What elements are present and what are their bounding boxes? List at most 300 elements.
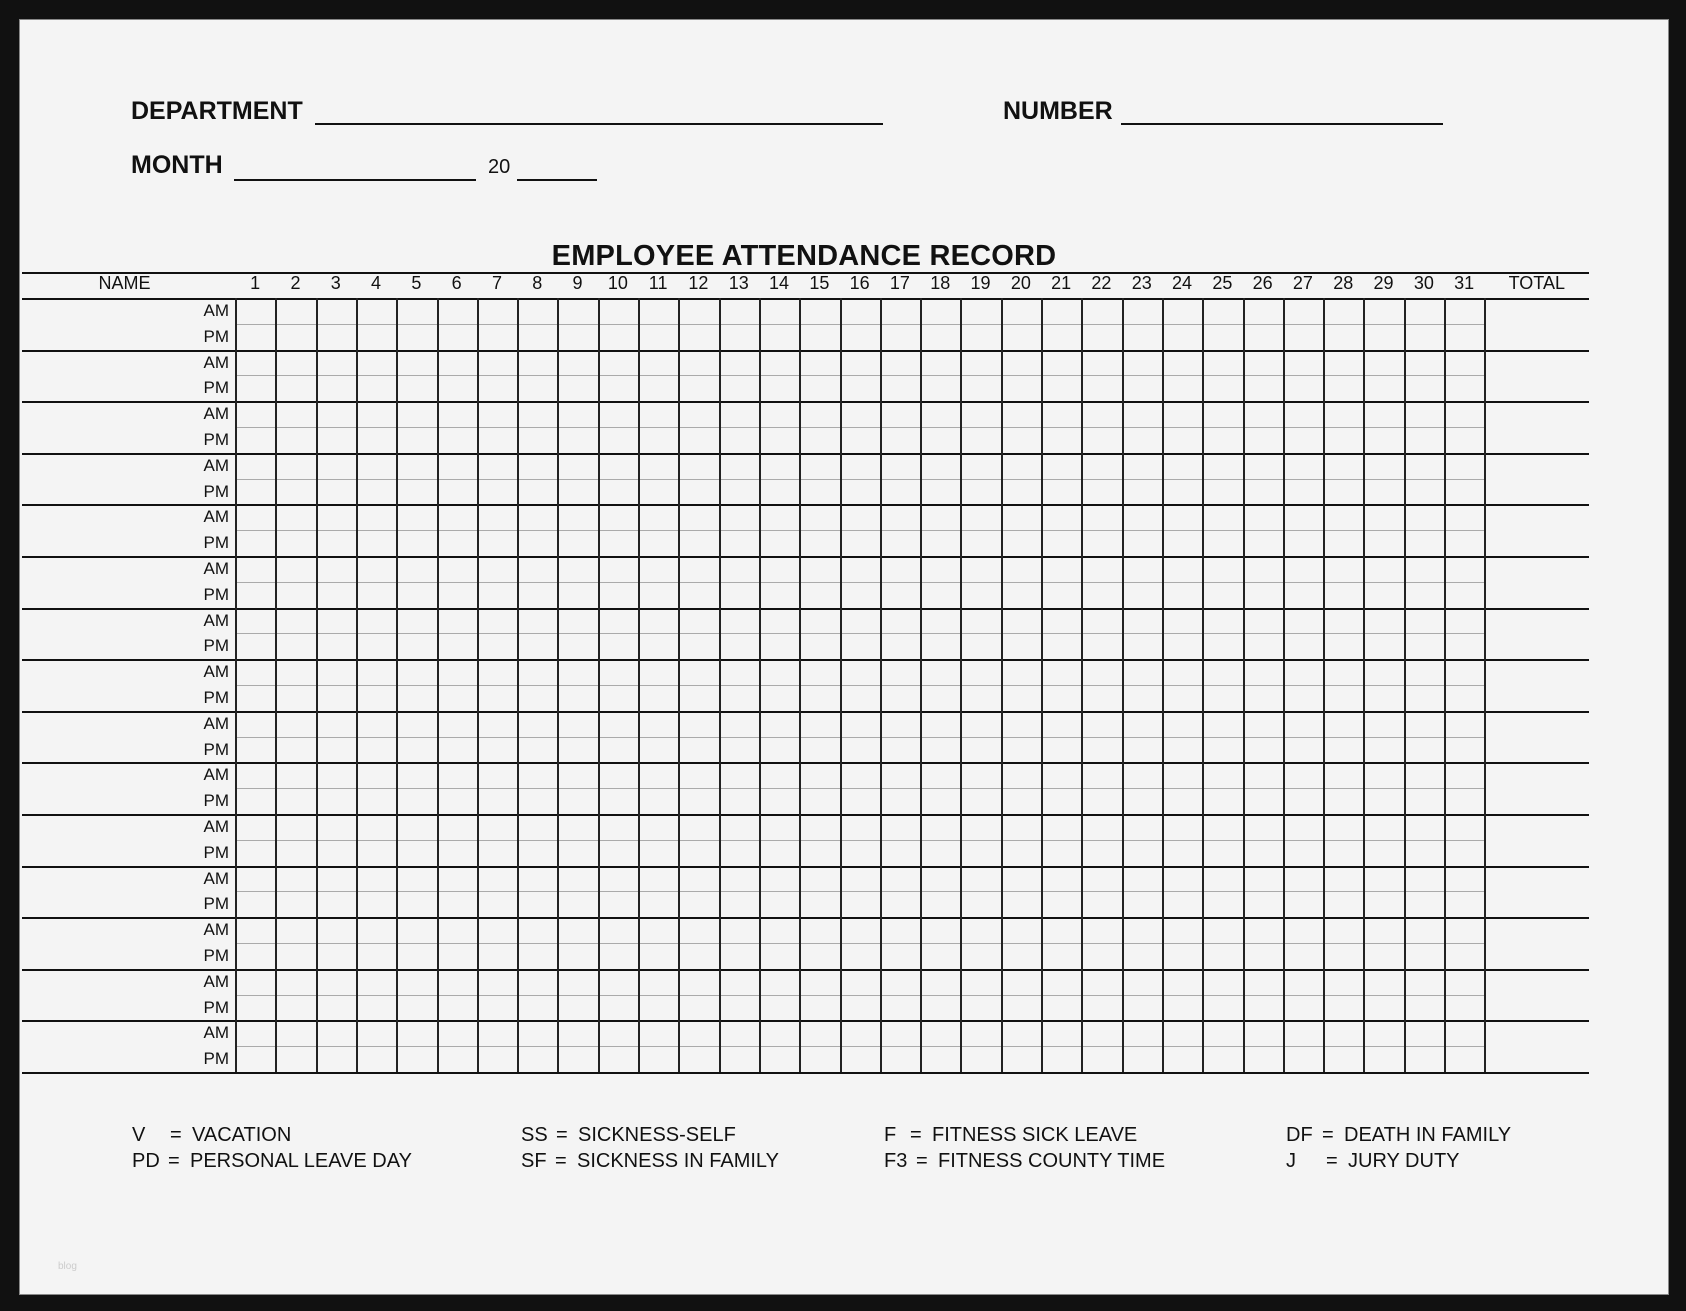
am-day-cell[interactable]	[759, 917, 799, 943]
pm-day-cell[interactable]	[759, 995, 799, 1021]
pm-day-cell[interactable]	[1323, 582, 1363, 608]
am-day-cell[interactable]	[1283, 298, 1323, 324]
am-day-cell[interactable]	[638, 350, 678, 376]
pm-day-cell[interactable]	[275, 685, 315, 711]
pm-day-cell[interactable]	[638, 737, 678, 763]
am-day-cell[interactable]	[1081, 453, 1121, 479]
pm-day-cell[interactable]	[1081, 582, 1121, 608]
pm-day-cell[interactable]	[557, 375, 597, 401]
pm-day-cell[interactable]	[477, 324, 517, 350]
pm-day-cell[interactable]	[1363, 737, 1403, 763]
am-day-cell[interactable]	[1283, 866, 1323, 892]
pm-day-cell[interactable]	[1202, 479, 1242, 505]
pm-day-cell[interactable]	[920, 788, 960, 814]
am-day-cell[interactable]	[1202, 1020, 1242, 1046]
pm-day-cell[interactable]	[759, 685, 799, 711]
pm-day-cell[interactable]	[235, 788, 275, 814]
am-day-cell[interactable]	[719, 917, 759, 943]
pm-day-cell[interactable]	[719, 427, 759, 453]
pm-day-cell[interactable]	[275, 1046, 315, 1072]
pm-day-cell[interactable]	[799, 530, 839, 556]
pm-day-cell[interactable]	[920, 995, 960, 1021]
pm-day-cell[interactable]	[235, 995, 275, 1021]
am-day-cell[interactable]	[1001, 401, 1041, 427]
am-day-cell[interactable]	[356, 298, 396, 324]
pm-day-cell[interactable]	[235, 685, 275, 711]
pm-day-cell[interactable]	[557, 737, 597, 763]
pm-day-cell[interactable]	[437, 530, 477, 556]
employee-name-cell[interactable]	[22, 556, 175, 608]
pm-day-cell[interactable]	[880, 324, 920, 350]
am-day-cell[interactable]	[719, 762, 759, 788]
am-day-cell[interactable]	[840, 504, 880, 530]
am-day-cell[interactable]	[1041, 762, 1081, 788]
total-cell[interactable]	[1484, 917, 1589, 969]
pm-day-cell[interactable]	[1404, 891, 1444, 917]
am-day-cell[interactable]	[235, 556, 275, 582]
am-day-cell[interactable]	[1363, 504, 1403, 530]
pm-day-cell[interactable]	[1444, 840, 1484, 866]
pm-day-cell[interactable]	[1404, 427, 1444, 453]
am-day-cell[interactable]	[759, 556, 799, 582]
am-day-cell[interactable]	[477, 917, 517, 943]
pm-day-cell[interactable]	[1323, 633, 1363, 659]
pm-day-cell[interactable]	[1283, 685, 1323, 711]
pm-day-cell[interactable]	[638, 582, 678, 608]
month-field-line[interactable]	[234, 179, 476, 181]
am-day-cell[interactable]	[960, 453, 1000, 479]
pm-day-cell[interactable]	[1363, 891, 1403, 917]
pm-day-cell[interactable]	[1081, 737, 1121, 763]
pm-day-cell[interactable]	[1243, 324, 1283, 350]
am-day-cell[interactable]	[598, 917, 638, 943]
pm-day-cell[interactable]	[1444, 582, 1484, 608]
am-day-cell[interactable]	[1162, 401, 1202, 427]
pm-day-cell[interactable]	[437, 375, 477, 401]
pm-day-cell[interactable]	[1404, 375, 1444, 401]
am-day-cell[interactable]	[477, 350, 517, 376]
pm-day-cell[interactable]	[1283, 788, 1323, 814]
pm-day-cell[interactable]	[316, 891, 356, 917]
pm-day-cell[interactable]	[1243, 530, 1283, 556]
am-day-cell[interactable]	[1444, 298, 1484, 324]
am-day-cell[interactable]	[1283, 350, 1323, 376]
am-day-cell[interactable]	[1444, 608, 1484, 634]
pm-day-cell[interactable]	[799, 737, 839, 763]
am-day-cell[interactable]	[598, 969, 638, 995]
pm-day-cell[interactable]	[1001, 737, 1041, 763]
pm-day-cell[interactable]	[557, 582, 597, 608]
am-day-cell[interactable]	[517, 556, 557, 582]
am-day-cell[interactable]	[1243, 556, 1283, 582]
am-day-cell[interactable]	[1444, 556, 1484, 582]
am-day-cell[interactable]	[235, 401, 275, 427]
pm-day-cell[interactable]	[557, 427, 597, 453]
pm-day-cell[interactable]	[1081, 633, 1121, 659]
pm-day-cell[interactable]	[517, 788, 557, 814]
am-day-cell[interactable]	[477, 866, 517, 892]
pm-day-cell[interactable]	[356, 530, 396, 556]
am-day-cell[interactable]	[719, 814, 759, 840]
pm-day-cell[interactable]	[1081, 479, 1121, 505]
pm-day-cell[interactable]	[517, 840, 557, 866]
am-day-cell[interactable]	[1122, 1020, 1162, 1046]
pm-day-cell[interactable]	[759, 375, 799, 401]
am-day-cell[interactable]	[316, 453, 356, 479]
pm-day-cell[interactable]	[1444, 324, 1484, 350]
am-day-cell[interactable]	[1404, 762, 1444, 788]
pm-day-cell[interactable]	[799, 840, 839, 866]
pm-day-cell[interactable]	[1363, 530, 1403, 556]
pm-day-cell[interactable]	[840, 788, 880, 814]
pm-day-cell[interactable]	[1162, 633, 1202, 659]
pm-day-cell[interactable]	[960, 633, 1000, 659]
pm-day-cell[interactable]	[1001, 479, 1041, 505]
am-day-cell[interactable]	[1041, 659, 1081, 685]
am-day-cell[interactable]	[1323, 504, 1363, 530]
am-day-cell[interactable]	[598, 401, 638, 427]
am-day-cell[interactable]	[678, 401, 718, 427]
pm-day-cell[interactable]	[1363, 840, 1403, 866]
pm-day-cell[interactable]	[840, 840, 880, 866]
pm-day-cell[interactable]	[678, 788, 718, 814]
am-day-cell[interactable]	[1363, 969, 1403, 995]
pm-day-cell[interactable]	[920, 530, 960, 556]
pm-day-cell[interactable]	[759, 891, 799, 917]
pm-day-cell[interactable]	[235, 737, 275, 763]
pm-day-cell[interactable]	[960, 427, 1000, 453]
am-day-cell[interactable]	[316, 866, 356, 892]
pm-day-cell[interactable]	[1041, 582, 1081, 608]
am-day-cell[interactable]	[920, 866, 960, 892]
number-field-line[interactable]	[1121, 123, 1443, 125]
pm-day-cell[interactable]	[719, 943, 759, 969]
am-day-cell[interactable]	[678, 711, 718, 737]
am-day-cell[interactable]	[1283, 711, 1323, 737]
am-day-cell[interactable]	[678, 1020, 718, 1046]
pm-day-cell[interactable]	[960, 891, 1000, 917]
pm-day-cell[interactable]	[437, 582, 477, 608]
am-day-cell[interactable]	[678, 969, 718, 995]
pm-day-cell[interactable]	[477, 891, 517, 917]
total-cell[interactable]	[1484, 608, 1589, 660]
am-day-cell[interactable]	[598, 350, 638, 376]
am-day-cell[interactable]	[1323, 608, 1363, 634]
pm-day-cell[interactable]	[1283, 633, 1323, 659]
am-day-cell[interactable]	[316, 659, 356, 685]
pm-day-cell[interactable]	[1243, 1046, 1283, 1072]
pm-day-cell[interactable]	[477, 943, 517, 969]
pm-day-cell[interactable]	[1162, 840, 1202, 866]
am-day-cell[interactable]	[316, 711, 356, 737]
pm-day-cell[interactable]	[678, 633, 718, 659]
pm-day-cell[interactable]	[598, 840, 638, 866]
pm-day-cell[interactable]	[1283, 427, 1323, 453]
pm-day-cell[interactable]	[759, 943, 799, 969]
pm-day-cell[interactable]	[1041, 840, 1081, 866]
pm-day-cell[interactable]	[920, 324, 960, 350]
am-day-cell[interactable]	[1283, 762, 1323, 788]
pm-day-cell[interactable]	[799, 375, 839, 401]
am-day-cell[interactable]	[1001, 762, 1041, 788]
am-day-cell[interactable]	[1122, 969, 1162, 995]
am-day-cell[interactable]	[719, 401, 759, 427]
am-day-cell[interactable]	[316, 350, 356, 376]
pm-day-cell[interactable]	[517, 891, 557, 917]
total-cell[interactable]	[1484, 298, 1589, 350]
am-day-cell[interactable]	[638, 917, 678, 943]
pm-day-cell[interactable]	[396, 582, 436, 608]
pm-day-cell[interactable]	[598, 1046, 638, 1072]
am-day-cell[interactable]	[316, 762, 356, 788]
am-day-cell[interactable]	[396, 298, 436, 324]
am-day-cell[interactable]	[396, 1020, 436, 1046]
pm-day-cell[interactable]	[1404, 324, 1444, 350]
am-day-cell[interactable]	[517, 762, 557, 788]
pm-day-cell[interactable]	[557, 840, 597, 866]
am-day-cell[interactable]	[517, 659, 557, 685]
am-day-cell[interactable]	[396, 556, 436, 582]
pm-day-cell[interactable]	[920, 737, 960, 763]
am-day-cell[interactable]	[557, 504, 597, 530]
am-day-cell[interactable]	[517, 711, 557, 737]
am-day-cell[interactable]	[799, 762, 839, 788]
am-day-cell[interactable]	[678, 504, 718, 530]
am-day-cell[interactable]	[1202, 814, 1242, 840]
am-day-cell[interactable]	[235, 659, 275, 685]
am-day-cell[interactable]	[1081, 298, 1121, 324]
pm-day-cell[interactable]	[840, 995, 880, 1021]
am-day-cell[interactable]	[799, 298, 839, 324]
pm-day-cell[interactable]	[1444, 427, 1484, 453]
pm-day-cell[interactable]	[517, 375, 557, 401]
pm-day-cell[interactable]	[638, 324, 678, 350]
pm-day-cell[interactable]	[719, 840, 759, 866]
am-day-cell[interactable]	[1323, 1020, 1363, 1046]
am-day-cell[interactable]	[920, 298, 960, 324]
am-day-cell[interactable]	[1323, 762, 1363, 788]
pm-day-cell[interactable]	[1243, 788, 1283, 814]
am-day-cell[interactable]	[719, 350, 759, 376]
pm-day-cell[interactable]	[638, 375, 678, 401]
total-cell[interactable]	[1484, 866, 1589, 918]
pm-day-cell[interactable]	[235, 530, 275, 556]
pm-day-cell[interactable]	[517, 324, 557, 350]
total-cell[interactable]	[1484, 1020, 1589, 1072]
pm-day-cell[interactable]	[638, 530, 678, 556]
am-day-cell[interactable]	[880, 969, 920, 995]
pm-day-cell[interactable]	[598, 375, 638, 401]
am-day-cell[interactable]	[396, 659, 436, 685]
am-day-cell[interactable]	[477, 556, 517, 582]
pm-day-cell[interactable]	[437, 324, 477, 350]
am-day-cell[interactable]	[799, 814, 839, 840]
am-day-cell[interactable]	[557, 711, 597, 737]
am-day-cell[interactable]	[960, 504, 1000, 530]
am-day-cell[interactable]	[235, 350, 275, 376]
pm-day-cell[interactable]	[517, 1046, 557, 1072]
pm-day-cell[interactable]	[719, 582, 759, 608]
pm-day-cell[interactable]	[719, 1046, 759, 1072]
pm-day-cell[interactable]	[477, 995, 517, 1021]
am-day-cell[interactable]	[1162, 453, 1202, 479]
am-day-cell[interactable]	[1122, 453, 1162, 479]
am-day-cell[interactable]	[1202, 711, 1242, 737]
pm-day-cell[interactable]	[719, 995, 759, 1021]
am-day-cell[interactable]	[1202, 504, 1242, 530]
am-day-cell[interactable]	[517, 969, 557, 995]
am-day-cell[interactable]	[1122, 917, 1162, 943]
am-day-cell[interactable]	[759, 608, 799, 634]
am-day-cell[interactable]	[1283, 401, 1323, 427]
pm-day-cell[interactable]	[437, 479, 477, 505]
pm-day-cell[interactable]	[678, 840, 718, 866]
employee-name-cell[interactable]	[22, 969, 175, 1021]
pm-day-cell[interactable]	[517, 427, 557, 453]
am-day-cell[interactable]	[1202, 969, 1242, 995]
am-day-cell[interactable]	[1404, 401, 1444, 427]
pm-day-cell[interactable]	[1404, 943, 1444, 969]
pm-day-cell[interactable]	[396, 995, 436, 1021]
am-day-cell[interactable]	[557, 401, 597, 427]
pm-day-cell[interactable]	[316, 685, 356, 711]
am-day-cell[interactable]	[557, 298, 597, 324]
am-day-cell[interactable]	[275, 350, 315, 376]
am-day-cell[interactable]	[1001, 504, 1041, 530]
pm-day-cell[interactable]	[1404, 530, 1444, 556]
am-day-cell[interactable]	[557, 762, 597, 788]
am-day-cell[interactable]	[517, 453, 557, 479]
am-day-cell[interactable]	[1081, 969, 1121, 995]
am-day-cell[interactable]	[678, 659, 718, 685]
am-day-cell[interactable]	[759, 453, 799, 479]
am-day-cell[interactable]	[517, 298, 557, 324]
am-day-cell[interactable]	[437, 298, 477, 324]
am-day-cell[interactable]	[1283, 608, 1323, 634]
am-day-cell[interactable]	[1122, 556, 1162, 582]
am-day-cell[interactable]	[477, 659, 517, 685]
pm-day-cell[interactable]	[477, 633, 517, 659]
am-day-cell[interactable]	[960, 556, 1000, 582]
am-day-cell[interactable]	[235, 608, 275, 634]
pm-day-cell[interactable]	[517, 633, 557, 659]
am-day-cell[interactable]	[316, 1020, 356, 1046]
pm-day-cell[interactable]	[437, 788, 477, 814]
am-day-cell[interactable]	[1041, 969, 1081, 995]
pm-day-cell[interactable]	[1162, 891, 1202, 917]
am-day-cell[interactable]	[557, 917, 597, 943]
am-day-cell[interactable]	[880, 711, 920, 737]
am-day-cell[interactable]	[960, 866, 1000, 892]
am-day-cell[interactable]	[1404, 659, 1444, 685]
pm-day-cell[interactable]	[356, 582, 396, 608]
am-day-cell[interactable]	[1243, 762, 1283, 788]
pm-day-cell[interactable]	[1404, 840, 1444, 866]
am-day-cell[interactable]	[678, 556, 718, 582]
pm-day-cell[interactable]	[638, 943, 678, 969]
am-day-cell[interactable]	[1363, 556, 1403, 582]
pm-day-cell[interactable]	[1041, 375, 1081, 401]
am-day-cell[interactable]	[1202, 350, 1242, 376]
am-day-cell[interactable]	[275, 814, 315, 840]
am-day-cell[interactable]	[880, 762, 920, 788]
am-day-cell[interactable]	[920, 969, 960, 995]
am-day-cell[interactable]	[1323, 350, 1363, 376]
pm-day-cell[interactable]	[316, 840, 356, 866]
pm-day-cell[interactable]	[638, 1046, 678, 1072]
am-day-cell[interactable]	[1122, 866, 1162, 892]
pm-day-cell[interactable]	[1283, 582, 1323, 608]
am-day-cell[interactable]	[1041, 504, 1081, 530]
am-day-cell[interactable]	[557, 969, 597, 995]
pm-day-cell[interactable]	[1323, 840, 1363, 866]
am-day-cell[interactable]	[1122, 814, 1162, 840]
pm-day-cell[interactable]	[1162, 943, 1202, 969]
pm-day-cell[interactable]	[1202, 427, 1242, 453]
am-day-cell[interactable]	[396, 762, 436, 788]
am-day-cell[interactable]	[517, 814, 557, 840]
am-day-cell[interactable]	[759, 350, 799, 376]
pm-day-cell[interactable]	[1001, 633, 1041, 659]
pm-day-cell[interactable]	[1202, 582, 1242, 608]
pm-day-cell[interactable]	[1122, 530, 1162, 556]
pm-day-cell[interactable]	[598, 737, 638, 763]
pm-day-cell[interactable]	[437, 1046, 477, 1072]
am-day-cell[interactable]	[960, 814, 1000, 840]
pm-day-cell[interactable]	[880, 943, 920, 969]
am-day-cell[interactable]	[1363, 866, 1403, 892]
pm-day-cell[interactable]	[920, 891, 960, 917]
pm-day-cell[interactable]	[1001, 995, 1041, 1021]
am-day-cell[interactable]	[477, 711, 517, 737]
pm-day-cell[interactable]	[1363, 1046, 1403, 1072]
pm-day-cell[interactable]	[960, 582, 1000, 608]
pm-day-cell[interactable]	[477, 530, 517, 556]
am-day-cell[interactable]	[840, 350, 880, 376]
am-day-cell[interactable]	[316, 556, 356, 582]
pm-day-cell[interactable]	[1041, 633, 1081, 659]
pm-day-cell[interactable]	[1081, 943, 1121, 969]
total-cell[interactable]	[1484, 814, 1589, 866]
pm-day-cell[interactable]	[719, 737, 759, 763]
am-day-cell[interactable]	[1122, 608, 1162, 634]
pm-day-cell[interactable]	[1041, 685, 1081, 711]
total-cell[interactable]	[1484, 969, 1589, 1021]
am-day-cell[interactable]	[1202, 762, 1242, 788]
am-day-cell[interactable]	[920, 350, 960, 376]
pm-day-cell[interactable]	[517, 479, 557, 505]
pm-day-cell[interactable]	[275, 840, 315, 866]
am-day-cell[interactable]	[1162, 298, 1202, 324]
am-day-cell[interactable]	[840, 298, 880, 324]
pm-day-cell[interactable]	[557, 530, 597, 556]
am-day-cell[interactable]	[920, 401, 960, 427]
am-day-cell[interactable]	[1202, 556, 1242, 582]
pm-day-cell[interactable]	[638, 427, 678, 453]
am-day-cell[interactable]	[517, 1020, 557, 1046]
pm-day-cell[interactable]	[1041, 530, 1081, 556]
am-day-cell[interactable]	[799, 917, 839, 943]
pm-day-cell[interactable]	[1404, 633, 1444, 659]
am-day-cell[interactable]	[235, 453, 275, 479]
pm-day-cell[interactable]	[477, 427, 517, 453]
am-day-cell[interactable]	[1363, 298, 1403, 324]
am-day-cell[interactable]	[920, 1020, 960, 1046]
am-day-cell[interactable]	[1363, 608, 1403, 634]
am-day-cell[interactable]	[1283, 814, 1323, 840]
pm-day-cell[interactable]	[316, 375, 356, 401]
am-day-cell[interactable]	[1444, 711, 1484, 737]
